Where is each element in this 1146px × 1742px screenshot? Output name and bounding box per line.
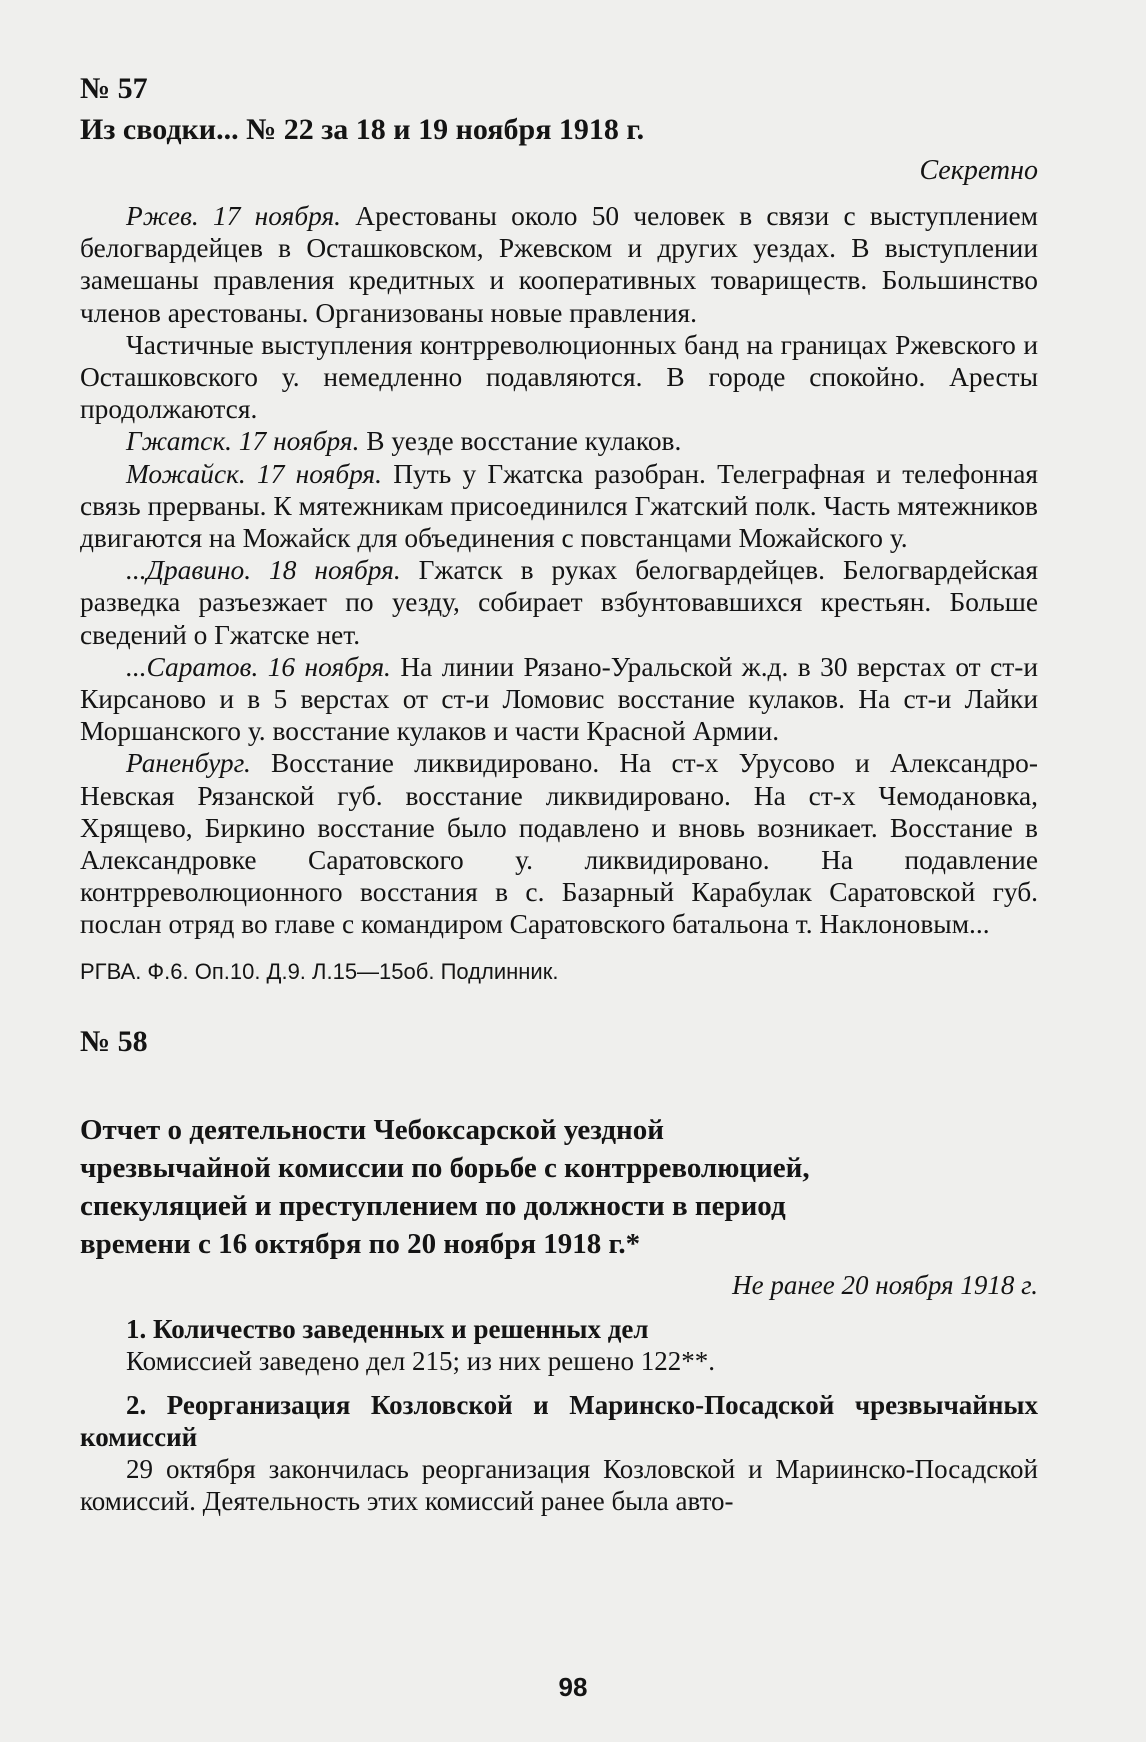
place-date: ...Саратов. 16 ноября.	[126, 651, 391, 682]
section-heading: 2. Реорганизация Козловской и Маринско-Посадской чрезвычайных комиссий	[80, 1389, 1038, 1452]
place-date: ...Дравино. 18 ноября.	[126, 555, 401, 586]
document-number: № 58	[80, 1024, 148, 1058]
document-title: Из сводки... № 22 за 18 и 19 ноября 1918 г.	[80, 113, 645, 146]
paragraph	[80, 425, 1038, 457]
paragraph	[80, 747, 1038, 940]
paragraph	[80, 554, 1038, 651]
paragraph-text: Арестованы около 50 человек в связи с выступлением белогвардейцев в Осташковском, Ржевском и других уездах. В выступлении замешаны правления кредитных и кооперативных товариществ. Большинство членов арестованы. Организованы новые правления.	[80, 201, 1038, 328]
place-date: Можайск. 17 ноября.	[126, 458, 383, 489]
paragraph	[80, 200, 1038, 329]
paragraph-text: Путь у Гжатска разобран. Телеграфная и телефонная связь прерваны. К мятежникам присоединился Гжатский полк. Часть мятежников двигаются на Можайск для объединения с повстанцами Можайского у.	[80, 458, 1039, 554]
document-number: № 57	[80, 72, 148, 105]
paragraph	[80, 651, 1038, 748]
report-body	[80, 200, 1038, 941]
paragraph-text: Восстание ликвидировано. На ст-х Урусово и Александро-Невская Рязанской губ. восстание ликвидировано. На ст-х Чемодановка, Хрящево, Биркино восстание было подавлено и вновь возникает. Восстание в Александровке Саратовского у. ликвидировано. На подавление контрреволюционного восстания в с. Базарный Карабулак Саратовской губ. послан отряд во главе с командиром Саратовского батальона т. Наклоновым...	[80, 748, 1038, 940]
paragraph-text: На линии Рязано-Уральской ж.д. в 30 верстах от ст-и Кирсаново и в 5 верстах от ст-и Ломовис восстание кулаков. На ст-и Лайки Моршанского у. восстание кулаков и части Красной Армии.	[80, 651, 1038, 747]
page-number: 98	[558, 1672, 588, 1702]
place-date: Гжатск. 17 ноября.	[126, 426, 360, 457]
section-text: Комиссией заведено дел 215; из них решено 122**.	[126, 1345, 715, 1376]
paragraph	[80, 329, 1038, 426]
document-date: Не ранее 20 ноября 1918 г.	[732, 1269, 1038, 1300]
section-text: 29 октября закончилась реорганизация Козловской и Мариинско-Посадской комиссий. Деятельность этих комиссий ранее была авто-	[80, 1453, 1038, 1516]
classification-label: Секретно	[919, 155, 1038, 186]
paragraph-text: Гжатск в руках белогвардейцев. Белогвардейская разведка разъезжает по уезду, собирает взбунтовавшихся крестьян. Больше сведений о Гжатске нет.	[80, 555, 1038, 650]
section-heading: 1. Количество заведенных и решенных дел	[126, 1313, 649, 1344]
paragraph	[80, 458, 1038, 555]
document-title: Отчет о деятельности Чебоксарской уездной чрезвычайной комиссии по борьбе с контрреволюцией, спекуляцией и преступлением по должности в период времени с 16 октября по 20 ноября 1918 г.*	[80, 1113, 810, 1260]
place-date: Ржев. 17 ноября.	[126, 201, 342, 231]
archive-source: РГВА. Ф.6. Оп.10. Д.9. Л.15—15об. Подлинник.	[80, 958, 559, 984]
paragraph-text: Частичные выступления контрреволюционных банд на границах Ржевского и Осташковского у. немедленно подавляются. В городе спокойно. Аресты продолжаются.	[80, 329, 1038, 425]
paragraph-text: В уезде восстание кулаков.	[359, 426, 682, 457]
place-date: Раненбург.	[126, 748, 251, 779]
